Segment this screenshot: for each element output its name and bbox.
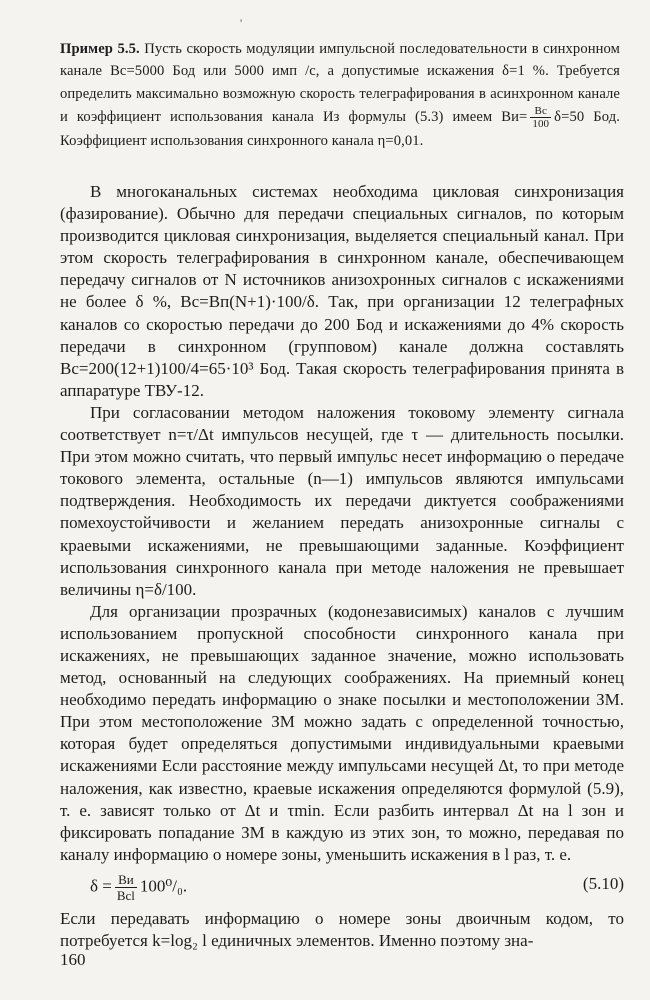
formula-fraction	[115, 872, 137, 903]
main-text	[60, 181, 624, 866]
example-text-after: δ=50 Бод. Коэффициент использования синхронного канала η=0,01.	[60, 109, 620, 150]
example-lead: Пример 5.5.	[60, 41, 140, 57]
example-paragraph	[60, 38, 620, 153]
page-number: 160	[60, 950, 86, 969]
top-mark: '	[240, 16, 243, 30]
example-block	[60, 38, 620, 153]
paragraph-1: В многоканальных системах необходима цикловая синхронизация (фазирование). Обычно для передачи специальных сигналов, по которым производится цикловая синхронизация, выделяется специальный канал. При этом скорость телеграфирования в синхронном канале, обеспечивающем передачу сигналов от N источников анизохронных сигналов с искажениями не более δ %, Bс=Bп(N+1)·100/δ. Так, при организации 12 телеграфных каналов со скоростью передачи до 200 Бод и искажениями до 4% скорость передачи в синхронном (групповом) канале должна составлять Bс=200(12+1)100/4=65·10³ Бод. Такая скорость телеграфирования принята в аппаратуре ТВУ-12.	[60, 182, 624, 400]
example-text-before: Пусть скорость модуляции импульсной последовательности в синхронном канале Bс=5000 Бод или 5000 имп /с, а допустимые искажения δ=1 %. Требуется определить максимально возможную скорость телеграфирования в асинхронном канале и коэффициент использования канала Из формулы (5.3) имеем Bи=	[60, 41, 621, 126]
formula-body	[90, 872, 187, 903]
tail-paragraph: Если передавать информацию о номере зоны двоичным кодом, то потребуется k=log₂ l единичных элементов. Именно поэтому зна-	[60, 909, 624, 951]
tail-text	[60, 908, 624, 952]
equation-number: (5.10)	[582, 874, 624, 893]
paragraph-2: При согласовании методом наложения токовому элементу сигнала соответствует n=τ/Δt импульсов несущей, где τ — длительность посылки. При этом можно считать, что первый импульс несет информацию о передаче токового элемента, остальные (n—1) импульсов являются импульсами подтверждения. Необходимость их передачи диктуется соображениями помехоустойчивости и желанием передать анизохронные сигналы с краевыми искажениями, не превышающими заданные. Коэффициент использования синхронного канала при методе наложения не превышает величины η=δ/100.	[60, 402, 624, 599]
formula-lhs: δ =	[90, 876, 112, 896]
example-frac-den: 100	[532, 118, 550, 131]
formula-5-10	[60, 862, 624, 906]
paragraph-3: Для организации прозрачных (кодонезависимых) каналов с лучшим использованием пропускной способности синхронного канала при искажениях, не превышающих заданное значение, можно использовать метод, основанный на следующих соображениях. На приемный конец необходимо передать информацию о знаке посылки и местоположении ЗМ. При этом местоположение ЗМ можно задать с определенной точностью, которая будет определяться допустимыми индивидуальными краевыми искажениями Если расстояние между импульсами несущей Δt, то при методе наложения, как известно, краевые искажения определяются формулой (5.9), т. е. зависят только от Δt и τmin. Если разбить интервал Δt на l зон и фиксировать попадание ЗМ в каждую из этих зон, то можно, передавая по каналу информацию о номере зоны, уменьшить искажения в l раз, т. е.	[60, 601, 624, 864]
formula-num: Bи	[115, 872, 137, 888]
formula-rhs: 100⁰/₀.	[139, 876, 188, 896]
example-fraction	[530, 105, 551, 130]
formula-den: Bсl	[116, 888, 135, 903]
example-frac-num: Bс	[530, 105, 551, 118]
